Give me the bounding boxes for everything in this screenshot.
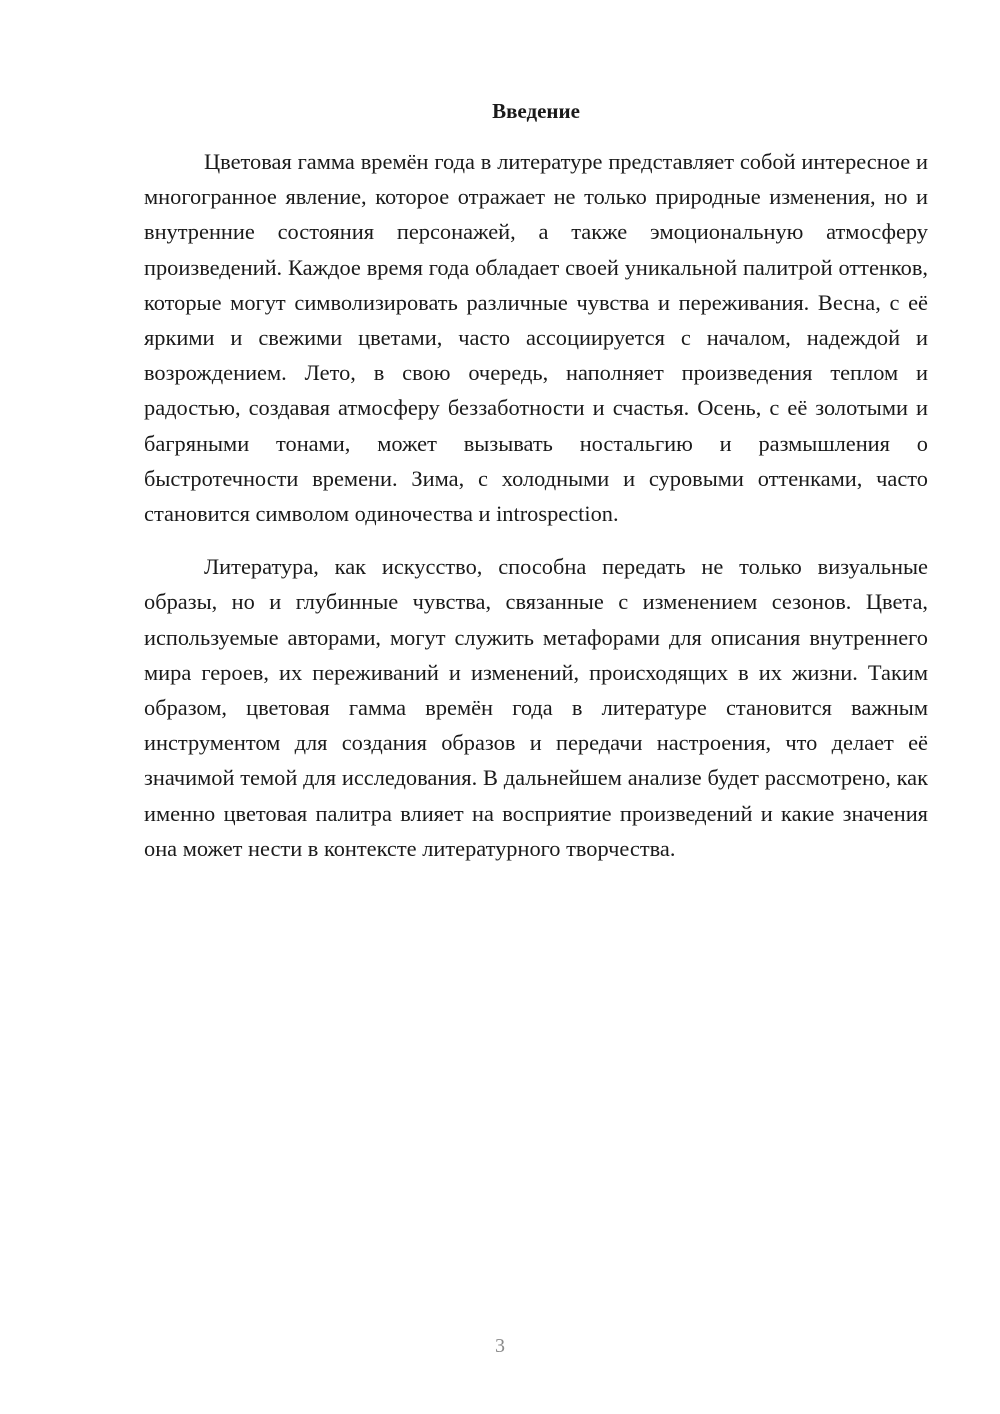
section-title: Введение [492,99,580,123]
page-number: 3 [495,1335,505,1357]
paragraph-2: Литература, как искусство, способна передать не только визуальные образы, но и глубинные чувства, связанные с изменением сезонов. Цвета, используемые авторами, могут служить метафорами для описания внутреннего мира героев, их переживаний и изменений, происходящих в их жизни. Таким образом, цветовая гамма времён года в литературе становится важным инструментом для создания образов и передачи настроения, что делает её значимой темой для исследования. В дальнейшем анализе будет рассмотрено, как именно цветовая палитра влияет на восприятие произведений и какие значения она может нести в контексте литературного творчества. [144,554,928,861]
paragraph-1: Цветовая гамма времён года в литературе представляет собой интересное и многогранное явление, которое отражает не только природные изменения, но и внутренние состояния персонажей, а также эмоциональную атмосферу произведений. Каждое время года обладает своей уникальной палитрой оттенков, которые могут символизировать различные чувства и переживания. Весна, с её яркими и свежими цветами, часто ассоциируется с началом, надеждой и возрождением. Лето, в свою очередь, наполняет произведения теплом и радостью, создавая атмосферу беззаботности и счастья. Осень, с её золотыми и багряными тонами, может вызывать ностальгию и размышления о быстротечности времени. Зима, с холодными и суровыми оттенками, часто становится символом одиночества и introspection. [144,149,928,527]
page-content [144,96,928,866]
